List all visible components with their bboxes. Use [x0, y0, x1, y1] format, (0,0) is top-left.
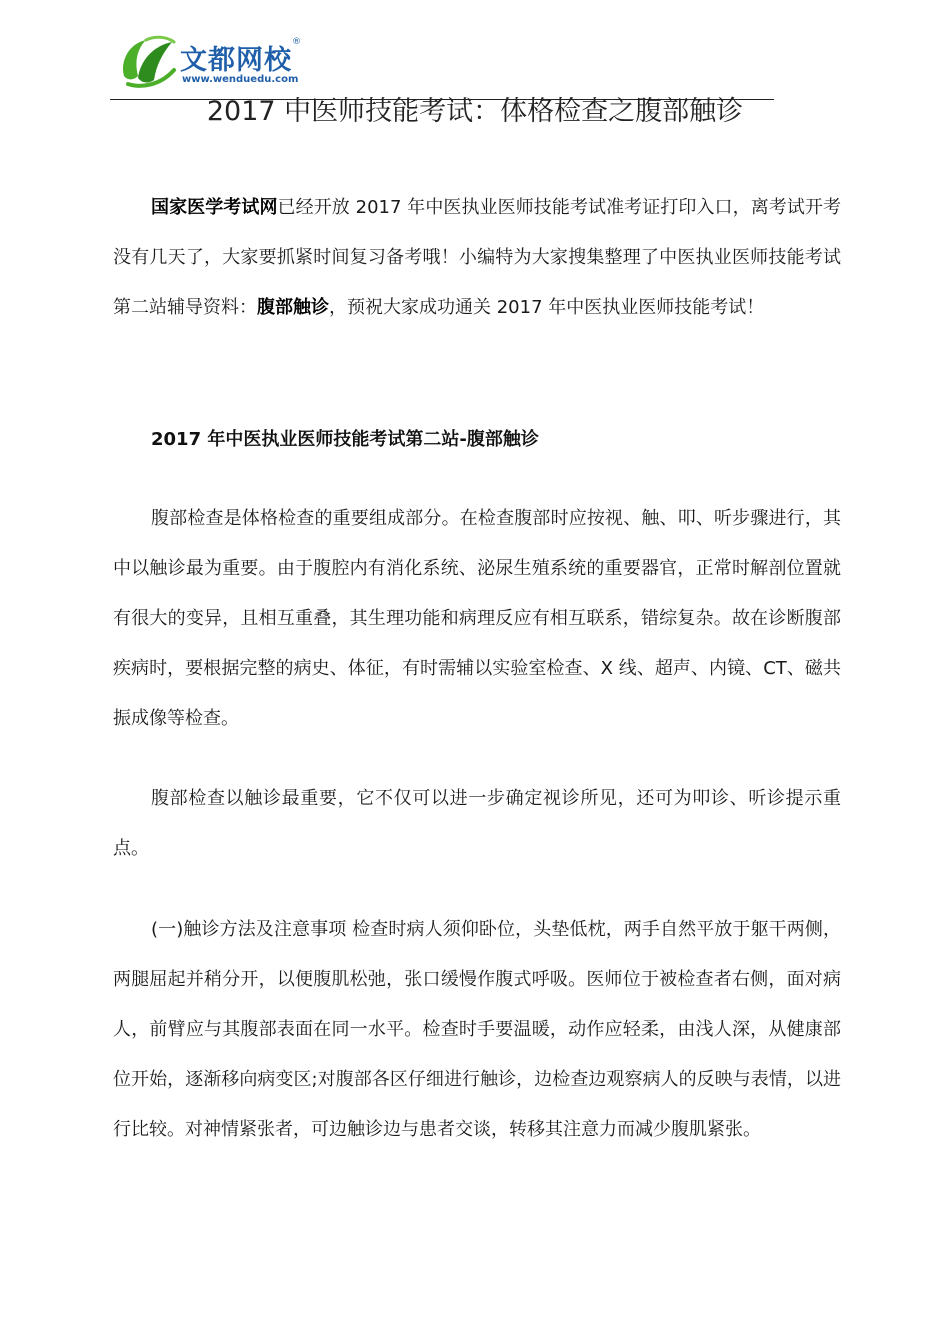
intro-topic-bold: 腹部触诊 — [257, 297, 329, 318]
body-paragraph-3: (一)触诊方法及注意事项 检查时病人须仰卧位，头垫低枕，两手自然平放于躯干两侧，两腿屈起并稍分开，以便腹肌松弛，张口缓慢作腹式呼吸。医师位于被检查者右侧，面对病人，前臂应与其腹部表面在同一水平。检查时手要温暖，动作应轻柔，由浅人深，从健康部位开始，逐渐移向病变区;对腹部各区仔细进行触诊，边检查边观察病人的反映与表情，以进行比较。对神情紧张者，可边触诊边与患者交谈，转移其注意力而减少腹肌紧张。 — [113, 919, 841, 1140]
brand-logo[interactable] — [116, 32, 316, 92]
section-heading: 2017 年中医执业医师技能考试第二站-腹部触诊 — [151, 429, 539, 450]
body-paragraph-2: 腹部检查以触诊最重要，它不仅可以进一步确定视诊所见，还可为叩诊、听诊提示重点。 — [113, 788, 841, 859]
intro-text-2: ，预祝大家成功通关 2017 年中医执业医师技能考试！ — [329, 297, 765, 318]
intro-source-bold: 国家医学考试网 — [151, 197, 278, 218]
document-title: 2017 中医师技能考试：体格检查之腹部触诊 — [206, 96, 744, 127]
body-paragraph-1: 腹部检查是体格检查的重要组成部分。在检查腹部时应按视、触、叩、听步骤进行，其中以触诊最为重要。由于腹腔内有消化系统、泌尿生殖系统的重要器官，正常时解剖位置就有很大的变异，且相互重叠，其生理功能和病理反应有相互联系，错综复杂。故在诊断腹部疾病时，要根据完整的病史、体征，有时需辅以实验室检查、X 线、超声、内镜、CT、磁共振成像等检查。 — [113, 508, 841, 729]
intro-text-1: 已经开放 2017 年中医执业医师技能考试准考证打印入口，离考试开考没有几天了，大家要抓紧时间复习备考哦！小编特为大家搜集整理了中医执业医师技能考试第二站辅导资料： — [113, 197, 842, 318]
logo-url: www.wenduedu.com — [182, 74, 299, 85]
registered-mark: ® — [292, 37, 301, 47]
logo-wordmark: 文都网校 — [180, 45, 292, 76]
intro-paragraph — [113, 183, 841, 333]
leaf-swirl-logo-icon — [116, 32, 178, 90]
